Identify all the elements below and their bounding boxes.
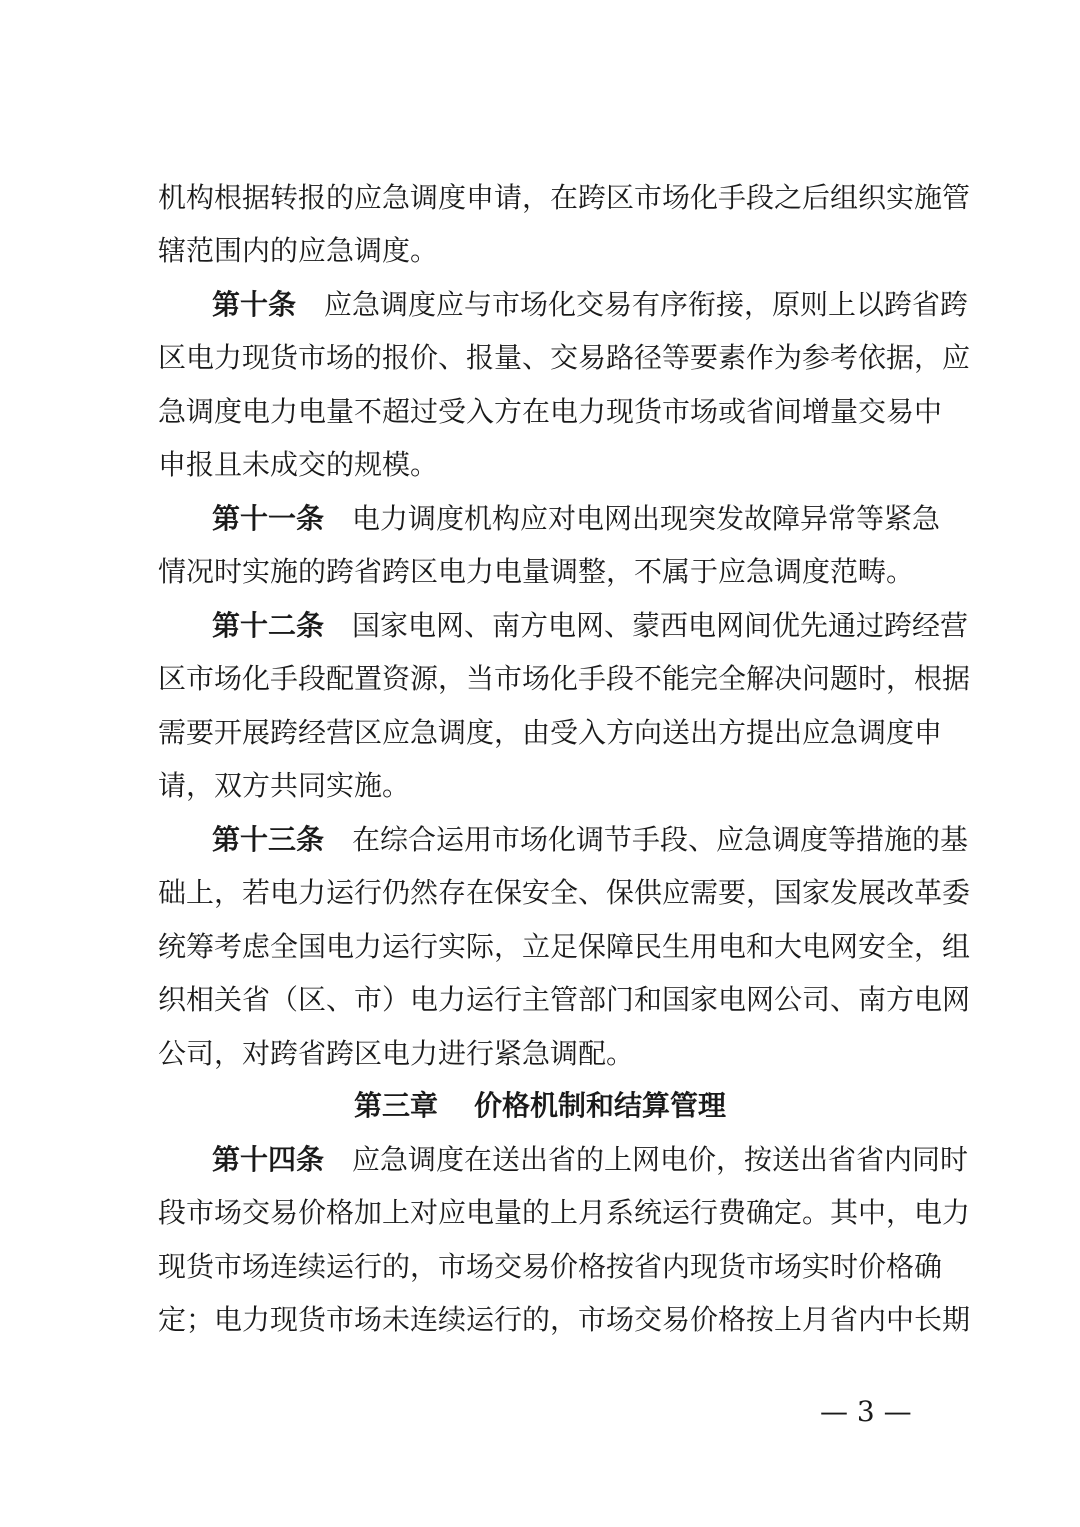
text-line: 公司，对跨省跨区电力进行紧急调配。	[158, 1037, 635, 1070]
text-line: 需要开展跨经营区应急调度，由受入方向送出方提出应急调度申	[158, 716, 943, 749]
chapter-number: 第三章	[353, 1089, 438, 1122]
text-line: 情况时实施的跨省跨区电力电量调整，不属于应急调度范畴。	[158, 555, 915, 588]
article-number: 第十三条	[212, 823, 325, 856]
page-number: — 3 —	[820, 1395, 912, 1428]
text-line: 辖范围内的应急调度。	[158, 234, 439, 267]
article-number: 第十四条	[212, 1143, 325, 1176]
text-line: 织相关省（区、市）电力运行主管部门和国家电网公司、南方电网	[158, 983, 971, 1016]
article-11-line	[212, 499, 941, 539]
article-10-line	[212, 285, 969, 325]
text-line: 请，双方共同实施。	[158, 769, 411, 802]
article-14-line	[212, 1140, 969, 1180]
text-line: 急调度电力电量不超过受入方在电力现货市场或省间增量交易中	[158, 395, 943, 428]
text-line: 现货市场连续运行的，市场交易价格按省内现货市场实时价格确	[158, 1250, 943, 1283]
text-line: 区电力现货市场的报价、报量、交易路径等要素作为参考依据，应	[158, 341, 971, 374]
text-line: 机构根据转报的应急调度申请，在跨区市场化手段之后组织实施管	[158, 181, 971, 214]
text-span: 应急调度应与市场化交易有序衔接，原则上以跨省跨	[324, 288, 969, 321]
text-line: 段市场交易价格加上对应电量的上月系统运行费确定。其中，电力	[158, 1196, 971, 1229]
text-line: 申报且未成交的规模。	[158, 448, 439, 481]
text-span: 应急调度在送出省的上网电价，按送出省省内同时	[352, 1143, 969, 1176]
article-number: 第十条	[212, 288, 297, 321]
article-12-line	[212, 606, 969, 646]
text-line: 区市场化手段配置资源，当市场化手段不能完全解决问题时，根据	[158, 662, 971, 695]
article-number: 第十一条	[212, 502, 325, 535]
text-span: 电力调度机构应对电网出现突发故障异常等紧急	[352, 502, 941, 535]
text-line: 统筹考虑全国电力运行实际，立足保障民生用电和大电网安全，组	[158, 930, 971, 963]
chapter-heading	[0, 1086, 1080, 1126]
article-number: 第十二条	[212, 609, 325, 642]
article-13-line	[212, 820, 969, 860]
text-span: 在综合运用市场化调节手段、应急调度等措施的基	[352, 823, 969, 856]
chapter-title: 价格机制和结算管理	[474, 1089, 727, 1122]
text-span: 国家电网、南方电网、蒙西电网间优先通过跨经营	[352, 609, 969, 642]
text-line: 定；电力现货市场未连续运行的，市场交易价格按上月省内中长期	[158, 1303, 971, 1336]
text-line: 础上，若电力运行仍然存在保安全、保供应需要，国家发展改革委	[158, 876, 971, 909]
